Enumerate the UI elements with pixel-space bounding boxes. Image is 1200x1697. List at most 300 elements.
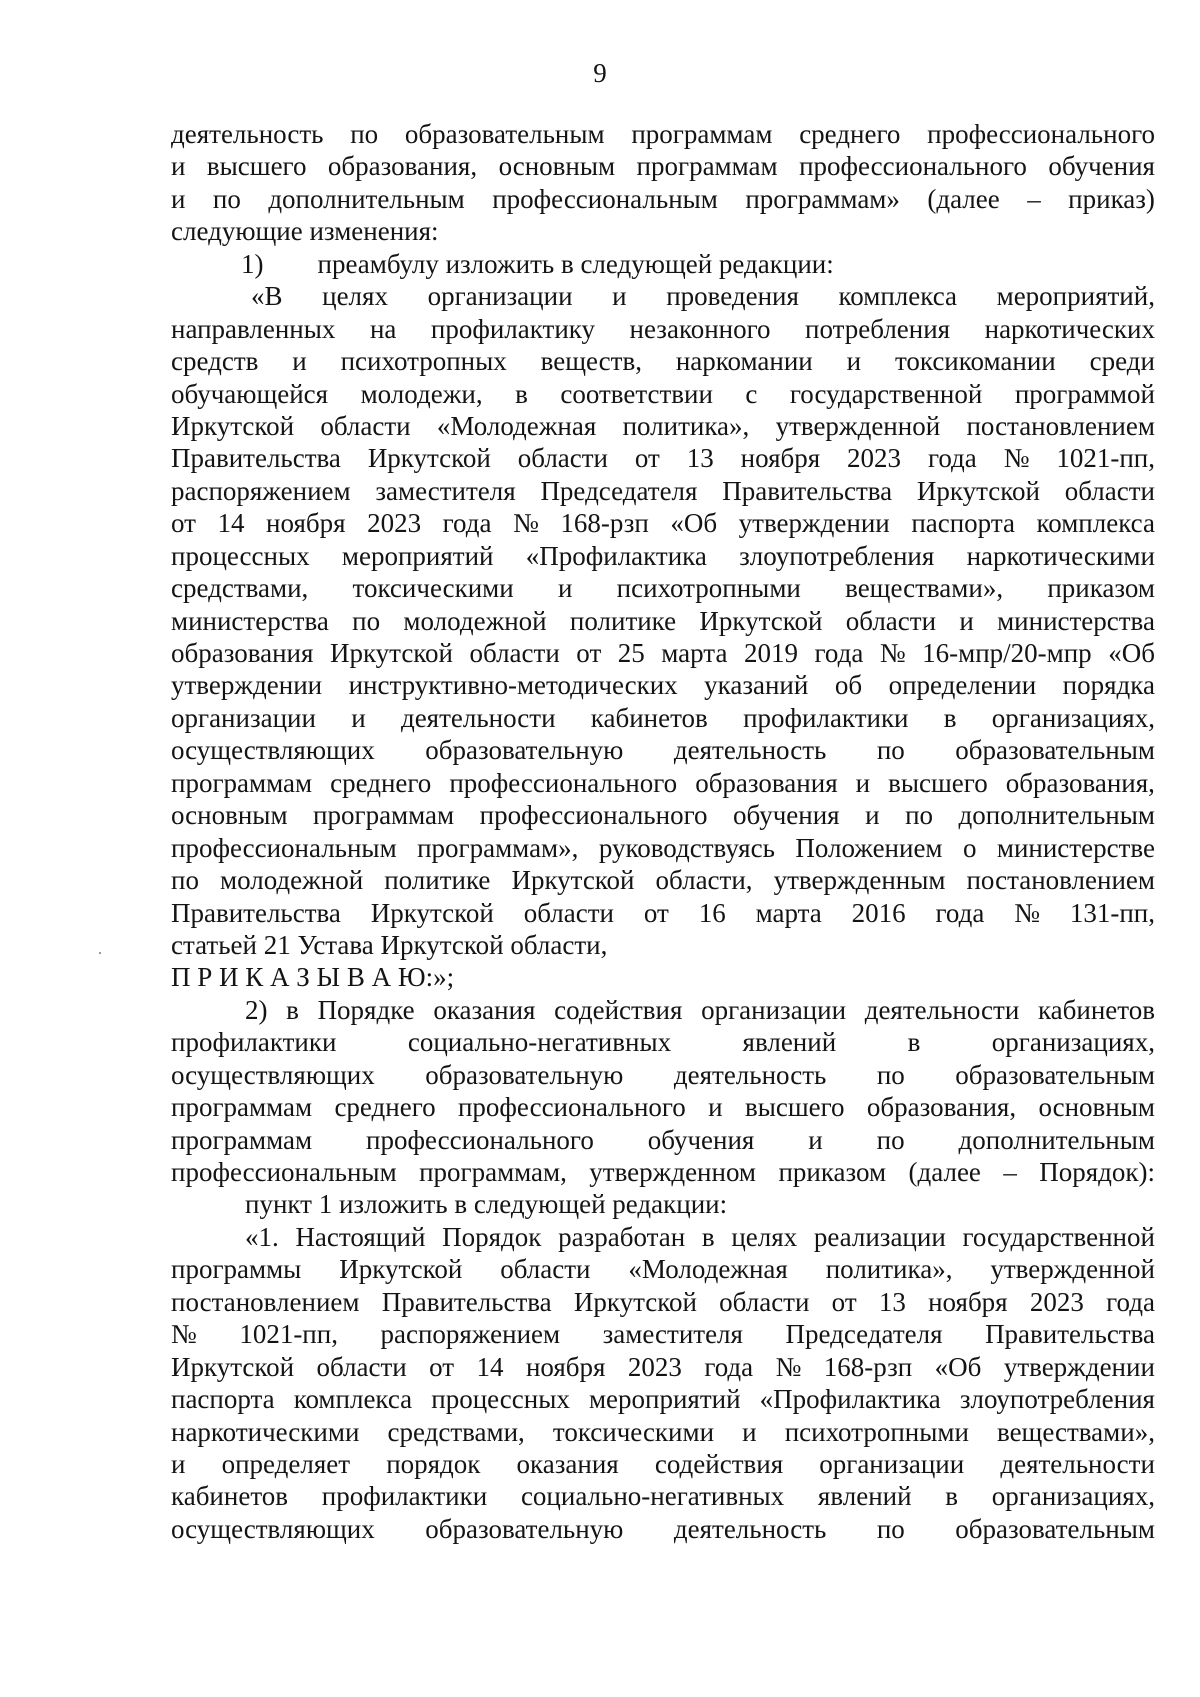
word: кабинетов [1037, 994, 1155, 1025]
word: программам, [419, 1157, 567, 1187]
word: в [515, 378, 528, 409]
word: организации [171, 702, 316, 733]
word: деятельность [171, 119, 324, 149]
word: Иркутской [171, 1351, 295, 1382]
text-line [171, 345, 1155, 377]
word: программам [631, 119, 773, 149]
text-line: статьей 21 Устава Иркутской области, [171, 929, 608, 960]
word: Иркутской [916, 475, 1040, 506]
word: года [1106, 1286, 1155, 1317]
word: профессионального [927, 119, 1155, 149]
text-line [171, 572, 1155, 604]
word: деятельность [673, 1513, 827, 1544]
word: Председателя [785, 1319, 943, 1350]
word: профессионального [449, 767, 678, 798]
word: года [442, 508, 492, 539]
word: приказом [778, 1157, 887, 1187]
word: Иркутской [171, 410, 295, 441]
word: Иркутской [699, 605, 823, 636]
word: и [708, 1092, 723, 1123]
word: области [845, 605, 937, 636]
word: от [171, 508, 196, 539]
word: Порядке [317, 994, 415, 1025]
text-line [171, 1124, 1155, 1156]
word: программам» [745, 183, 900, 214]
word: социально-негативных [407, 1027, 672, 1058]
word: политике [384, 865, 491, 896]
text-line [171, 313, 1155, 345]
word: распоряжением [380, 1319, 561, 1350]
word: профилактики [321, 1481, 488, 1512]
word: утвержденной [775, 410, 941, 441]
word: профессиональным [171, 1157, 397, 1187]
text-line [171, 734, 1155, 766]
text-line [171, 378, 1155, 410]
word: «Профилактика [525, 540, 707, 571]
word: политика», [825, 1254, 953, 1285]
word: процессных [171, 540, 310, 571]
word: (далее [908, 1157, 981, 1187]
word: утвержденном [589, 1157, 757, 1187]
text-line [171, 540, 1155, 572]
word: Иркутской [329, 638, 453, 668]
word: и [612, 281, 627, 312]
word: и [171, 151, 186, 182]
word: утверждении [171, 670, 323, 701]
word: явлений [742, 1027, 837, 1058]
word: наркотическими [171, 1416, 360, 1447]
text-line [171, 799, 1155, 831]
word: года [935, 897, 985, 928]
word: незаконного [629, 313, 771, 344]
text-line [171, 150, 1155, 182]
word: 2019 [743, 638, 798, 668]
word: осуществляющих [171, 1059, 375, 1090]
word: наркомании [675, 346, 813, 377]
word: организациях, [991, 1481, 1155, 1512]
word: с [745, 378, 758, 409]
word: мероприятий [341, 540, 494, 571]
word: ноября [266, 508, 346, 539]
word: молодежи, [360, 378, 483, 409]
word: наркотическими [966, 540, 1155, 571]
word: профилактики [171, 1027, 337, 1058]
text-line [171, 507, 1155, 539]
word: министерства [171, 605, 329, 636]
word: по [876, 1513, 905, 1544]
word: злоупотребления [739, 540, 935, 571]
word: Правительства [171, 897, 341, 928]
word: по [876, 1124, 905, 1155]
text-line [171, 442, 1155, 474]
word: социально-негативных [520, 1481, 785, 1512]
word: по [352, 605, 381, 636]
word: Правительства [381, 1286, 552, 1317]
word: профессиональным [492, 183, 718, 214]
word: определяет [221, 1448, 351, 1479]
word: осуществляющих [171, 735, 375, 766]
word: области, [655, 865, 753, 896]
word: организации [819, 1448, 965, 1479]
word: психотропными [784, 1416, 969, 1447]
word: в [907, 1027, 921, 1058]
word: образования [171, 638, 314, 668]
word: «Об [934, 1351, 982, 1382]
word: дополнительным [958, 800, 1155, 831]
word: постановлением [966, 865, 1155, 896]
word: комплекса [293, 1384, 413, 1415]
word: токсическими [552, 1416, 715, 1447]
word: злоупотребления [959, 1384, 1155, 1415]
word: организациях, [991, 1027, 1155, 1058]
word: программам [636, 151, 778, 182]
word: – [1027, 183, 1041, 214]
word: образовательным [955, 1059, 1155, 1090]
word: мероприятий [588, 1384, 741, 1415]
word: по [212, 183, 241, 214]
word: министерства [997, 605, 1155, 636]
word: среднего [334, 1092, 436, 1123]
word: веществами», [845, 573, 1004, 604]
word: профилактику [430, 313, 596, 344]
word: министерстве [996, 832, 1155, 863]
word: и [557, 573, 573, 604]
word: молодежной [403, 605, 547, 636]
word: 2023 [847, 443, 902, 474]
word: № [879, 638, 906, 668]
text-line [171, 475, 1155, 507]
word: деятельность [673, 735, 827, 766]
word: программам», [417, 832, 579, 863]
word: области [469, 638, 560, 668]
word: ноября [928, 1286, 1008, 1317]
word: по [350, 119, 379, 149]
word: содействия [554, 994, 683, 1025]
word: Положением [795, 832, 943, 863]
word: Правительства [985, 1319, 1155, 1350]
word: года [704, 1351, 754, 1382]
word: программам [313, 800, 455, 831]
word: основным [498, 151, 616, 182]
word: деятельность [673, 1059, 827, 1090]
word: основным [171, 800, 288, 831]
word: паспорта [171, 1384, 275, 1415]
text-line [171, 1059, 1155, 1091]
text-line [171, 767, 1155, 799]
text-line [171, 1416, 1155, 1448]
word: от [429, 1351, 455, 1382]
text-line [171, 118, 1155, 150]
list-item-2-line [171, 994, 1155, 1026]
word: утверждении [738, 508, 890, 539]
word: 2023 [367, 508, 422, 539]
word: и [351, 702, 366, 733]
word: 16 [698, 897, 726, 928]
word: образовательным [955, 1513, 1155, 1544]
word: основным [1038, 1092, 1155, 1123]
text-line [171, 1091, 1155, 1123]
word: порядка [1062, 670, 1155, 701]
word: средствами, [171, 573, 309, 604]
quote-start-line [171, 280, 1155, 312]
word: 25 [617, 638, 645, 668]
word: организации [427, 281, 573, 312]
text-line [171, 897, 1155, 929]
text-line [171, 1351, 1155, 1383]
word: токсикомании [894, 346, 1056, 377]
word: в [701, 1221, 715, 1252]
word: заместителя [375, 475, 516, 506]
text-line: следующие изменения: [171, 216, 439, 247]
text-line [171, 637, 1155, 669]
text-line [171, 1026, 1155, 1058]
word: оказания [516, 1448, 619, 1479]
word: дополнительным [958, 1124, 1155, 1155]
word: и [808, 1124, 823, 1155]
word: ноября [525, 1351, 606, 1382]
word: кабинетов [171, 1481, 289, 1512]
word: образования [695, 767, 838, 798]
word: и [865, 800, 880, 831]
word: профилактики [743, 702, 909, 733]
word: обучения [732, 800, 840, 831]
word: приказ) [1068, 183, 1155, 214]
word: и [742, 1416, 757, 1447]
word: распоряжением [171, 475, 351, 506]
word: инструктивно-методических [348, 670, 678, 701]
word: Правительства [171, 443, 341, 474]
text-line [171, 1156, 1155, 1188]
word: в [286, 994, 299, 1025]
word: «Об [1108, 638, 1155, 668]
quote-start-line [171, 1221, 1155, 1253]
word: организациях, [991, 702, 1155, 733]
text-line [171, 1480, 1155, 1512]
word: дополнительным [268, 183, 465, 214]
word: области [500, 1254, 591, 1285]
word: области [517, 443, 609, 474]
word: постановлением [171, 1286, 360, 1317]
word: профессионального [457, 1092, 686, 1123]
text-line [171, 669, 1155, 701]
word: от [831, 1286, 857, 1317]
text-line [171, 1513, 1155, 1545]
text-line [171, 183, 1155, 215]
word: 14 [476, 1351, 504, 1382]
word: высшего [744, 1092, 845, 1123]
word: и [171, 183, 186, 214]
word: деятельности [1000, 1448, 1155, 1479]
text-line [171, 1318, 1155, 1350]
word: профессионального [366, 1124, 594, 1155]
word: образования, [327, 151, 478, 182]
scan-speck [99, 952, 101, 954]
word: соответствии [560, 378, 713, 409]
word: образовательную [425, 735, 624, 766]
word: обучения [647, 1124, 755, 1155]
word: указаний [704, 670, 809, 701]
word: проведения [666, 281, 799, 312]
text-line [171, 605, 1155, 637]
word: образовательным [955, 735, 1155, 766]
word: утверждении [1003, 1351, 1155, 1382]
list-item-1-line: 1) преамбулу изложить в следующей редакции: [241, 248, 834, 279]
word: образования, [1005, 767, 1155, 798]
word: ноября [740, 443, 821, 474]
word: высшего [888, 767, 988, 798]
word: постановлением [966, 410, 1155, 441]
word: содействия [654, 1448, 784, 1479]
word: 2023 [627, 1351, 682, 1382]
word: целях [322, 281, 388, 312]
word: марта [755, 897, 822, 928]
word: государственной [962, 1221, 1155, 1252]
word: профессиональным [171, 832, 397, 863]
word: обучающейся [171, 378, 329, 409]
word: приказом [1047, 573, 1155, 604]
word: Правительства [722, 475, 893, 506]
text-line [171, 1286, 1155, 1318]
word: «Об [670, 508, 718, 539]
word: от [643, 897, 669, 928]
word: целях [731, 1221, 798, 1252]
word: организации [701, 994, 847, 1025]
word: психотропных [340, 346, 507, 377]
word: «В [251, 281, 283, 312]
word: программам [171, 1124, 313, 1155]
word: процессных [431, 1384, 570, 1415]
word: профессионального [799, 151, 1027, 182]
word: области [1064, 475, 1155, 506]
word: осуществляющих [171, 1513, 375, 1544]
word: области [523, 897, 614, 928]
word: деятельности [864, 994, 1020, 1025]
word: 2) [245, 994, 268, 1025]
word: молодежной [219, 865, 364, 896]
word: руководствуясь [598, 832, 775, 863]
word: средствами, [387, 1416, 525, 1447]
word: разработан [558, 1221, 686, 1252]
word: области [316, 1351, 407, 1382]
word: политике [569, 605, 677, 636]
word: мероприятий, [996, 281, 1155, 312]
word: программой [1014, 378, 1155, 409]
word: Иркутской [573, 1286, 697, 1317]
word: заместителя [602, 1319, 743, 1350]
word: № [513, 508, 539, 539]
word: 13 [878, 1286, 906, 1317]
word: направленных [171, 313, 336, 344]
word: области [320, 410, 411, 441]
word: наркотических [984, 313, 1155, 344]
word: программы [171, 1254, 302, 1285]
word: и [292, 346, 307, 377]
order-heading: П Р И К А З Ы В А Ю:»; [171, 962, 455, 993]
page-number: 9 [593, 58, 607, 88]
text-line [171, 410, 1155, 442]
word: 2016 [851, 897, 906, 928]
word: веществами», [996, 1416, 1155, 1447]
word: политика», [622, 410, 750, 441]
word: комплекса [1036, 508, 1155, 539]
word: Иркутской [511, 865, 635, 896]
word: образовательную [425, 1059, 624, 1090]
word: Порядок): [1039, 1157, 1155, 1187]
word: в [945, 1481, 959, 1512]
word: года [814, 638, 864, 668]
word: 16-мпр/20-мпр [922, 638, 1092, 668]
word: от [576, 638, 602, 668]
word: среднего [330, 767, 432, 798]
text-line [171, 1383, 1155, 1415]
text-line [171, 832, 1155, 864]
word: – [1003, 1157, 1017, 1187]
word: утвержденным [773, 865, 946, 896]
word: 168-рзп [823, 1351, 913, 1382]
word: веществ, [540, 346, 642, 377]
text-line [171, 1448, 1155, 1480]
word: по [876, 735, 905, 766]
word: в [943, 702, 957, 733]
word: марта [661, 638, 728, 668]
word: «1. [245, 1221, 279, 1252]
word: порядок [386, 1448, 481, 1479]
word: образовательным [404, 119, 605, 149]
word: 168-рзп [560, 508, 649, 539]
word: программам [171, 767, 313, 798]
word: Настоящий [295, 1221, 426, 1252]
word: утвержденной [990, 1254, 1155, 1285]
word: 1021-пп, [1056, 443, 1155, 474]
word: реализации [813, 1221, 946, 1252]
word: определении [888, 670, 1037, 701]
word: от [634, 443, 660, 474]
word: 131-пп, [1069, 897, 1155, 928]
word: об [834, 670, 863, 701]
word: № [1003, 443, 1030, 474]
word: «Профилактика [759, 1384, 941, 1415]
word: Иркутской [370, 897, 494, 928]
word: образовательную [425, 1513, 624, 1544]
word: среднего [799, 119, 901, 149]
word: программам [171, 1092, 313, 1123]
word: Председателя [540, 475, 698, 506]
word: государственной [789, 378, 983, 409]
word: № [775, 1351, 802, 1382]
word: кабинетов [590, 702, 708, 733]
word: высшего [206, 151, 307, 182]
word: Иркутской [367, 443, 491, 474]
text-line: пункт 1 изложить в следующей редакции: [245, 1189, 728, 1220]
word: по [171, 865, 199, 896]
word: по [876, 1059, 905, 1090]
word: паспорта [911, 508, 1015, 539]
word: Иркутской [339, 1254, 463, 1285]
text-line [171, 864, 1155, 896]
text-line [171, 702, 1155, 734]
word: 13 [686, 443, 714, 474]
word: 1021-пп, [239, 1319, 338, 1350]
word: года [927, 443, 977, 474]
word: деятельности [400, 702, 556, 733]
word: 2023 [1029, 1286, 1084, 1317]
word: образования, [866, 1092, 1017, 1123]
word: 14 [217, 508, 245, 539]
word: среди [1089, 346, 1155, 377]
word: психотропными [616, 573, 801, 604]
word: и [171, 1448, 186, 1479]
word: оказания [433, 994, 536, 1025]
